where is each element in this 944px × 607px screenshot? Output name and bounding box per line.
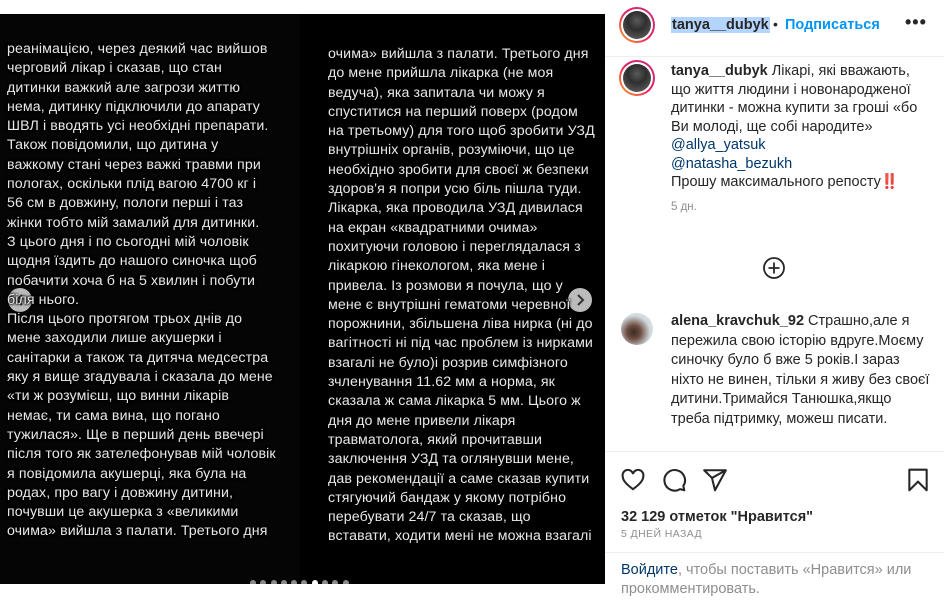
slide-text-line: дня до мене привели лікаря [328,412,516,429]
author-avatar[interactable] [619,7,655,43]
slide-text-line: перебувати 24/7 та сказав, що [328,509,531,526]
more-options-icon[interactable]: ••• [905,12,927,32]
slide-text-line: внутрішніх органів, розуміючи, що це [328,142,575,159]
slide-text-line: нема, дитинку підключили до апарату [7,98,260,115]
slide-text-line: сказала ж сама лікарка 5 мм. Цього ж [328,393,581,410]
slide-text [328,45,595,547]
heart-icon[interactable] [620,467,646,493]
slide-text-line: на екран «квадратними очима» [328,219,538,236]
slide-text-line: очима» вийшла з палати. Третього дня [328,46,589,62]
slide-text-line: вагітності ні під час проблем із нирками [328,335,593,352]
slide-text-line: на третьому) для того щоб зробити УЗД [328,123,595,140]
carousel-dot [301,580,307,584]
commenter-username-link[interactable]: alena_kravchuk_92 [671,313,805,329]
load-more-comments-icon[interactable] [763,257,785,279]
slide-text-line: до мене прийшла лікарка (не моя [328,65,554,82]
slide-text-line: здоров'я я попри усю біль пішла туди. [328,181,582,198]
slide-text-line: після того як зателефонував мій чоловік [7,446,276,463]
slide-text-line: мене заходили лише акушерки і [7,330,222,347]
slide-text-line: вставати, ходити мені не можна взагалі [328,528,592,545]
separator-dot: • [773,16,778,32]
caption-author-avatar[interactable] [619,60,655,96]
slide-text-line: необхідно зробити для своєї ж безпеки [328,161,589,178]
slide-text-line: привела. Із розмови я почула, що у [328,277,563,294]
slide-text [7,40,276,542]
post-sidebar [605,0,944,600]
carousel-dot [343,580,349,584]
carousel-dot [322,580,328,584]
slide-text-line: Лікарка, яка проводила УЗД дивилася [328,200,583,217]
slide-text-line: почувши це акушерка з «великими [7,504,239,521]
slide-text-line: дитинки важкий але загрози життю [7,79,241,96]
slide-text-line: яку я вище згадувала і сказала до мене [7,369,273,386]
slide-text-line: реанімацією, через деякий час вийшов [7,41,268,57]
slide-text-line: біля нього. [7,291,80,308]
post-actions [605,451,944,452]
slide-text-line: травматолога, який прочитавши [328,431,542,448]
post-date: 5 ДНЕЙ НАЗАД [621,528,702,540]
slide-text-line: взагалі не було)і розрив симфізного [328,354,568,371]
slide-text-line: санітарки а також та дитяча медсестра [7,349,269,366]
slide-text-line: важкому стані через важкі травми при [7,156,261,173]
share-icon[interactable] [702,467,728,493]
login-prompt-text: , чтобы поставить «Нравится» или прокомментировать. [621,562,912,597]
slide-text-line: я повідомила акушерці, яка була на [7,465,247,482]
commenter-avatar[interactable] [621,313,653,345]
slide-text-line: лікаркою гінекологом, яка мене і [328,258,545,275]
slide-text-line: спуститися на перший поверх (родом [328,103,578,120]
carousel-dot [332,580,338,584]
carousel-dot [312,580,318,584]
slide-text-line: пологах, оскільки плід вагою 4700 кг і [7,176,257,193]
comment-item [671,312,933,429]
double-exclamation-emoji: ‼️ [880,174,899,190]
likes-count[interactable]: 32 129 отметок "Нравится" [621,509,814,525]
slide-text-line: похитуючи головою і переглядалася з [328,238,581,255]
slide-text-line: побачити хоча б на 5 хвилин і побути [7,272,256,289]
carousel-dot [291,580,297,584]
comment-text: Страшно,але я пережила свою історію вдруге.Моєму синочку було б вже 5 років.І зараз ніхто не винен, тільки я живу без своєї дитини.Тримайся Танюшка,якщо треба підтримку, можеш писати. [671,313,930,427]
caption-username-link[interactable]: tanya__dubyk [671,63,768,79]
slide-text-line: ШВЛ і вводять усі необхідні препарати. [7,118,269,135]
slide-text-line: порожнини, збільшена ліва нирка (ні до [328,316,593,333]
slide-text-line: очима» вийшла з палати. Третього дня [7,523,268,540]
slide-text-line: немає, ти сама вина, що погано [7,407,220,424]
slide-text-line: родах, про вагу і довжину дитини, [7,484,234,501]
slide-text-line: Після цього протягом трьох днів до [7,311,243,328]
slide-text-line: ведуча), яка запитала чи можу я [328,84,545,101]
post-caption [671,62,933,216]
slide-text-line: жінки тобто мій замалий для дитинки. [7,214,260,231]
slide-text-line: черговий лікар і сказав, що стан [7,60,222,77]
comment-icon[interactable] [661,467,687,493]
slide-text-line: стягуючий бандаж у якому потрібно [328,489,567,506]
login-link[interactable]: Войдите [621,562,678,578]
carousel-dot [281,580,287,584]
login-prompt [605,552,944,607]
slide-text-line: Також повідомили, що дитина у [7,137,219,154]
slide-text-line: зчленування 11.62 мм а норма, як [328,374,555,391]
carousel-indicator [250,580,349,584]
caption-time[interactable]: 5 дн. [671,200,697,213]
slide-text-line: мене є внутрішні гематоми черевної [328,296,571,313]
slide-text-line: 56 см в довжину, пологи перші і таз [7,195,244,212]
post-media-carousel[interactable] [0,14,605,584]
post-header [605,0,944,57]
carousel-slide-current [300,14,605,584]
carousel-dot [271,580,277,584]
carousel-slide-previous [0,14,300,584]
caption-text: Лікарі, які вважають, що життя людини і новонародженої дитинки - можна купити за гроші «бо Ви молоді, ще собі народите» [671,63,918,135]
mention-link[interactable]: @natasha_bezukh [671,155,793,172]
mention-link[interactable]: @allya_yatsuk [671,137,766,153]
slide-text-line: тужилася». Ще в перший день ввечері [7,426,264,443]
author-username-link[interactable]: tanya__dubyk [672,17,769,33]
slide-text-line: дав рекомендації а саме сказав купити [328,470,590,487]
slide-text-line: З цього дня і по сьогодні мій чоловік [7,233,249,250]
follow-button[interactable]: Подписаться [785,17,880,33]
slide-text-line: заключення УЗД та оглянувши мене, [328,451,574,468]
caption-closing: Прошу максимального репосту [671,174,881,190]
carousel-dot [250,580,256,584]
bookmark-icon[interactable] [905,467,931,493]
carousel-dot [260,580,266,584]
slide-text-line: «ти ж розумієш, що винни лікарів [7,388,229,405]
slide-text-line: щодня їздить до нашого синочка щоб [7,253,257,270]
